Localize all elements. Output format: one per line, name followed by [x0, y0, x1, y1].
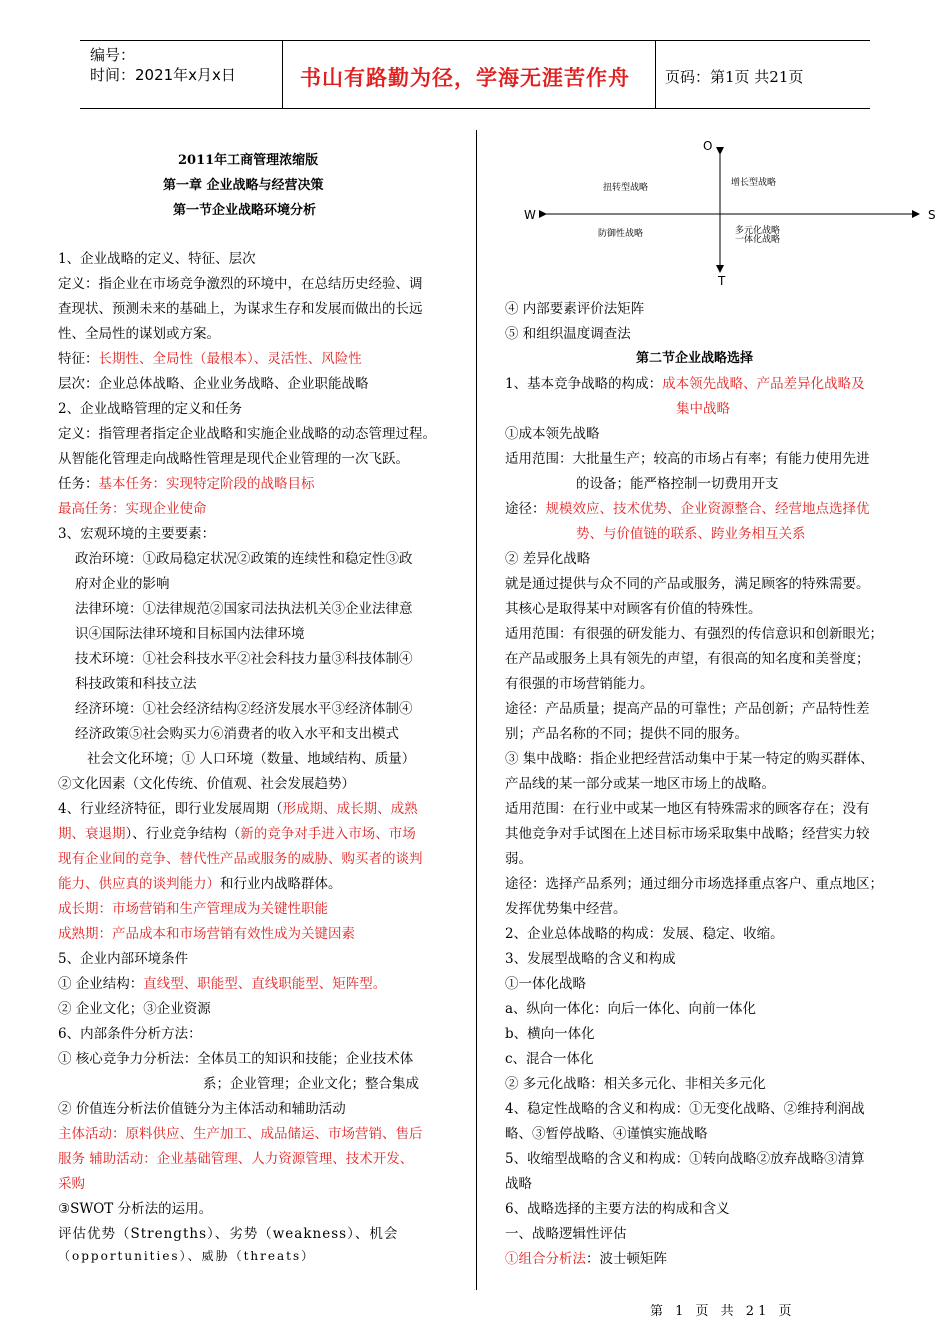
text-line: （opportunities）、威胁（threats） [58, 1249, 316, 1263]
text-line: 其他竞争对手试图在上述目标市场采取集中战略；经营实力较 [505, 826, 870, 842]
text-line: 别；产品名称的不同；提供不同的服务。 [505, 726, 748, 742]
text-line [505, 372, 865, 392]
text-line: 评估优势（Strengths）、劣势（weakness）、机会 [58, 1226, 399, 1242]
text-line: 6、战略选择的主要方法的构成和含义 [505, 1201, 730, 1217]
highlight-text: 成长期：市场营销和生产管理成为关键性职能 [58, 901, 328, 917]
text-line: 系；企业管理；企业文化；整合集成 [203, 1076, 419, 1092]
section-title: 第一节企业战略环境分析 [173, 203, 317, 218]
text-line: 战略 [505, 1176, 532, 1192]
text-line [58, 347, 362, 367]
text-line: 适用范围：在行业中或某一地区有特殊需求的顾客存在；没有 [505, 801, 870, 817]
text-span: 途径： [505, 501, 546, 517]
text-line: ② 价值连分析法价值链分为主体活动和辅助活动 [58, 1101, 346, 1117]
text-line: ③ 集中战略：指企业把经营活动集中于某一特定的购买群体、 [505, 751, 874, 767]
quadrant-label: 多元化战略 [735, 226, 781, 236]
text-line [58, 797, 418, 817]
highlight-text: 采购 [58, 1176, 85, 1192]
highlight-text: 主体活动：原料供应、生产加工、成品储运、市场营销、售后 [58, 1126, 423, 1142]
text-line: 有很强的市场营销能力。 [505, 676, 654, 692]
header-motto: 书山有路勤为径，学海无涯苦作舟 [300, 66, 630, 90]
text-line: 其核心是取得某中对顾客有价值的特殊性。 [505, 601, 762, 617]
text-line: 5、收缩型战略的含义和构成：①转向战略②放弃战略③清算 [505, 1151, 865, 1167]
text-line: ②文化因素（文化传统、价值观、社会发展趋势） [58, 776, 355, 792]
text-line: 层次：企业总体战略、企业业务战略、企业职能战略 [58, 376, 369, 392]
text-line: 就是通过提供与众不同的产品或服务，满足顾客的特殊需要。 [505, 576, 870, 592]
text-line: 查现状、预测未来的基础上，为谋求生存和发展而做出的长远 [58, 301, 423, 317]
text-line [58, 472, 315, 492]
page-footer: 第 1 页 共 21 页 [650, 1304, 796, 1319]
axis-label-east: S [928, 208, 936, 222]
text-span: ：波士顿矩阵 [586, 1251, 667, 1267]
text-line: ② 企业文化；③企业资源 [58, 1001, 211, 1017]
text-line: b、横向一体化 [505, 1026, 595, 1042]
text-line [505, 1247, 667, 1267]
text-line: 科技政策和科技立法 [75, 676, 197, 692]
text-line: 适用范围：有很强的研发能力、有强烈的传信意识和创新眼光； [505, 626, 883, 642]
header-divider [655, 40, 656, 108]
text-line: a、纵向一体化：向后一体化、向前一体化 [505, 1001, 757, 1017]
swot-diagram [500, 135, 950, 295]
text-line: ①一体化战略 [505, 976, 586, 992]
text-line: 产品线的某一部分或某一地区市场上的战略。 [505, 776, 775, 792]
text-line: 法律环境：①法律规范②国家司法执法机关③企业法律意 [75, 601, 413, 617]
text-line: ① 核心竞争力分析法：全体员工的知识和技能；企业技术体 [58, 1051, 414, 1067]
header-page-label: 页码：第1页 共21页 [665, 68, 804, 86]
text-span: ）、行业竞争结构（ [125, 826, 241, 842]
highlight-text: 长期性、全局性（最根本）、灵活性、风险性 [98, 351, 362, 367]
header-top-rule [80, 40, 870, 41]
text-line: ⑤ 和组织温度调查法 [505, 326, 631, 342]
text-line: 3、宏观环境的主要要素： [58, 526, 216, 542]
section-title: 第二节企业战略选择 [636, 351, 754, 366]
text-line: 在产品或服务上具有领先的声望，有很高的知名度和美誉度； [505, 651, 870, 667]
header-bottom-rule [80, 108, 870, 109]
highlight-text: 规模效应、技术优势、企业资源整合、经营地点选择优 [545, 501, 870, 517]
highlight-text: ①组合分析法 [505, 1251, 586, 1267]
text-line: c、混合一体化 [505, 1051, 594, 1067]
text-line: ② 差异化战略 [505, 551, 591, 567]
highlight-text: 最高任务：实现企业使命 [58, 501, 207, 517]
text-span: 和行业内战略群体。 [220, 876, 342, 892]
text-span: 特征： [58, 351, 99, 367]
text-line: ④ 内部要素评价法矩阵 [505, 301, 645, 317]
highlight-text: 新的竞争对手进入市场、市场 [240, 826, 416, 842]
text-line: ③SWOT 分析法的运用。 [58, 1201, 213, 1217]
highlight-text: 成本领先战略、产品差异化战略及 [662, 376, 865, 392]
text-line: 1、企业战略的定义、特征、层次 [58, 251, 256, 267]
text-line: 定义：指企业在市场竞争激烈的环境中，在总结历史经验、调 [58, 276, 423, 292]
text-line: ①成本领先战略 [505, 426, 600, 442]
highlight-text: 势、与价值链的联系、跨业务相互关系 [576, 526, 806, 542]
text-line: 6、内部条件分析方法： [58, 1026, 202, 1042]
text-line: 发挥优势集中经营。 [505, 901, 627, 917]
text-line: 定义：指管理者指定企业战略和实施企业战略的动态管理过程。 [58, 426, 436, 442]
text-line: 府对企业的影响 [75, 576, 170, 592]
text-line: 2、企业总体战略的构成：发展、稳定、收缩。 [505, 926, 784, 942]
text-line: 性、全局性的谋划或方案。 [58, 326, 220, 342]
text-line: 途径：产品质量；提高产品的可靠性；产品创新；产品特性差 [505, 701, 870, 717]
text-line: 适用范围：大批量生产；较高的市场占有率；有能力使用先进 [505, 451, 870, 467]
text-line: 经济环境：①社会经济结构②经济发展水平③经济体制④ [75, 701, 413, 717]
text-span: ① 企业结构： [58, 976, 144, 992]
doc-title: 2011年工商管理浓缩版 [178, 153, 319, 168]
text-line: 弱。 [505, 851, 532, 867]
text-span: 4、行业经济特征，即行业发展周期（ [58, 801, 283, 817]
text-line: 技术环境：①社会科技水平②社会科技力量③科技体制④ [75, 651, 413, 667]
axis-label-north: O [703, 139, 713, 153]
highlight-text: 能力、供应真的谈判能力） [58, 876, 220, 892]
text-line: 经济政策⑤社会购买力⑥消费者的收入水平和支出模式 [75, 726, 399, 742]
text-line: 政治环境：①政局稳定状况②政策的连续性和稳定性③政 [75, 551, 413, 567]
text-line: 3、发展型战略的含义和构成 [505, 951, 676, 967]
highlight-text: 现有企业间的竞争、替代性产品或服务的威胁、购买者的谈判 [58, 851, 423, 867]
text-line [58, 872, 342, 892]
highlight-text: 形成期、成长期、成熟 [282, 801, 418, 817]
quadrant-label: 防御性战略 [598, 229, 644, 239]
text-line: 2、企业战略管理的定义和任务 [58, 401, 243, 417]
text-line: 识④国际法律环境和目标国内法律环境 [75, 626, 305, 642]
axis-label-west: W [524, 208, 536, 222]
text-line: 从智能化管理走向战略性管理是现代企业管理的一次飞跃。 [58, 451, 409, 467]
header-divider [282, 40, 283, 108]
highlight-text: 成熟期：产品成本和市场营销有效性成为关键因素 [58, 926, 355, 942]
highlight-text: 直线型、职能型、直线职能型、矩阵型。 [143, 976, 387, 992]
column-divider [476, 130, 477, 1290]
highlight-text: 基本任务：实现特定阶段的战略目标 [98, 476, 315, 492]
header-number-label: 编号： [90, 46, 136, 64]
text-line: 社会文化环境；① 人口环境（数量、地域结构、质量） [87, 751, 416, 767]
quadrant-label: 一体化战略 [735, 235, 781, 245]
highlight-text: 集中战略 [676, 401, 730, 417]
text-line: 5、企业内部环境条件 [58, 951, 189, 967]
text-line: 4、稳定性战略的含义和构成：①无变化战略、②维持利润战 [505, 1101, 865, 1117]
text-line: 略、③暂停战略、④谨慎实施战略 [505, 1126, 708, 1142]
quadrant-label: 增长型战略 [731, 178, 777, 188]
text-line: 途径：选择产品系列；通过细分市场选择重点客户、重点地区； [505, 876, 883, 892]
axis-label-south: T [718, 274, 726, 288]
quadrant-label: 扭转型战略 [603, 183, 649, 193]
text-line [58, 972, 386, 992]
header-time-label: 时间：2021年x月x日 [90, 66, 236, 84]
text-span: 任务： [58, 476, 99, 492]
text-line: 的设备；能严格控制一切费用开支 [576, 476, 779, 492]
text-line [58, 822, 416, 842]
text-line [505, 497, 870, 517]
chapter-title: 第一章 企业战略与经营决策 [163, 178, 324, 193]
highlight-text: 服务 辅助活动：企业基础管理、人力资源管理、技术开发、 [58, 1151, 414, 1167]
text-line: 一、战略逻辑性评估 [505, 1226, 627, 1242]
text-span: 1、基本竞争战略的构成： [505, 376, 663, 392]
text-line: ② 多元化战略：相关多元化、非相关多元化 [505, 1076, 766, 1092]
highlight-text: 期、衰退期 [58, 826, 126, 842]
